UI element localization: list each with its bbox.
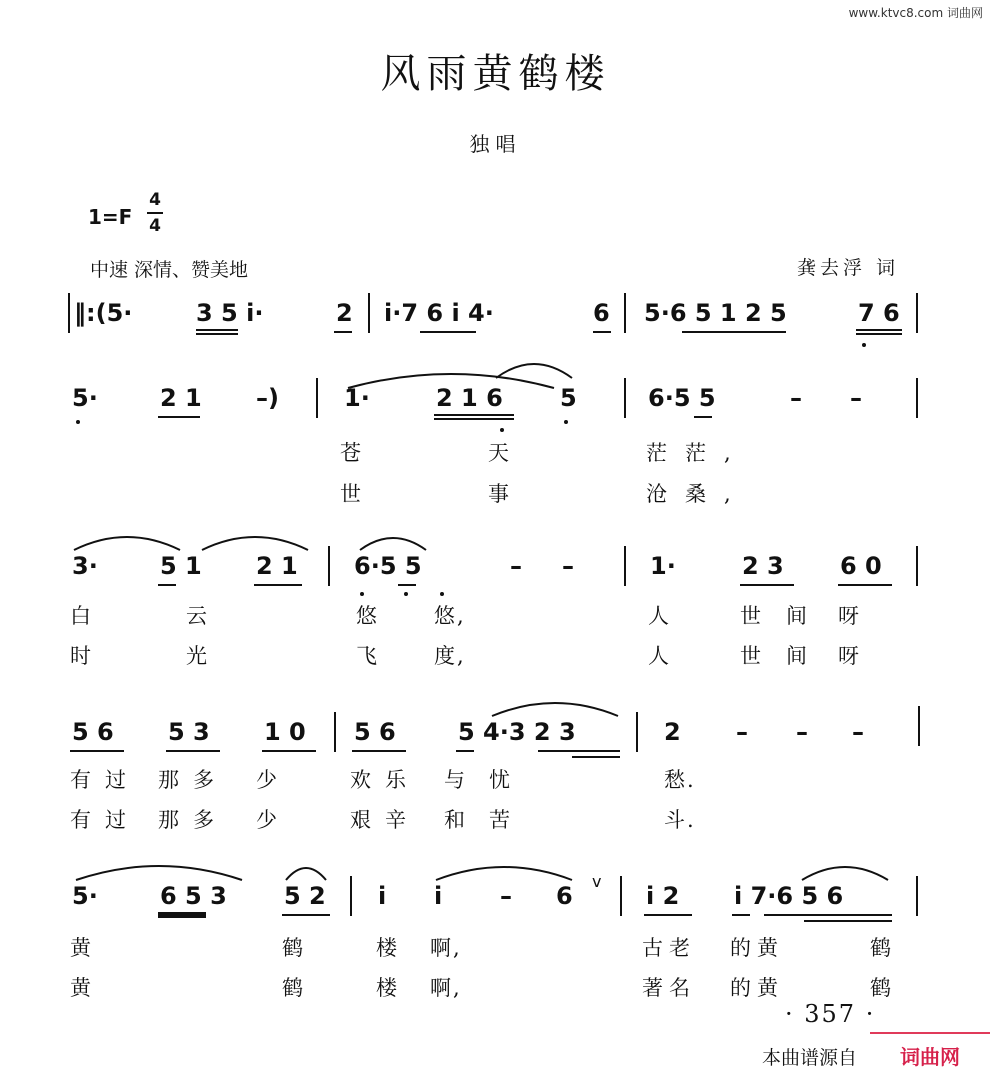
source-url: www.ktvc8.com 词曲网 [848, 6, 983, 20]
lyric-word: 黄 [70, 936, 93, 960]
note-group: 5· [72, 384, 98, 412]
lyric-word: 呀 [838, 604, 861, 628]
underline [694, 416, 712, 418]
note-group: – [790, 384, 802, 412]
lyric-word: 悠, [434, 604, 466, 628]
lyric-word: 光 [186, 644, 209, 668]
lyric-word: 鹤 [282, 976, 305, 1000]
underline-double [434, 414, 514, 420]
barline [68, 293, 70, 333]
staff-row-2 [0, 378, 991, 438]
lyric-word: 度, [434, 644, 466, 668]
lyric-word: 古老 [642, 936, 696, 960]
lyric-word: 呀 [838, 644, 861, 668]
underline [166, 750, 220, 752]
barline [916, 378, 918, 418]
lyric-word: 有过 [70, 808, 140, 832]
note-group: i 2 [646, 882, 680, 910]
note-group: 2 3 [742, 552, 784, 580]
underline [398, 584, 416, 586]
lyric-word: 啊, [430, 976, 462, 1000]
time-signature-top: 4 [149, 190, 161, 210]
underline-double [196, 329, 238, 335]
barline [368, 293, 370, 333]
underline [158, 584, 176, 586]
underline [572, 756, 620, 758]
underline [644, 914, 692, 916]
low-octave-dot [500, 428, 504, 432]
lyric-word: 飞 [356, 644, 379, 668]
lyric-word: 悠 [356, 604, 379, 628]
note-group: – [500, 882, 512, 910]
lyric-word: 那多 [158, 808, 228, 832]
note-group: i [434, 882, 443, 910]
note-group: 5 2 [284, 882, 326, 910]
lyric-word: 苍 [340, 441, 363, 465]
note-group: 6·5 5 [354, 552, 422, 580]
time-signature-line [147, 212, 163, 214]
lyric-word: 那多 [158, 768, 228, 792]
note-group: 5 [560, 384, 577, 412]
slur [358, 532, 428, 552]
lyric-word: 黄 [70, 976, 93, 1000]
lyric-word: 鹤 [282, 936, 305, 960]
staff-row-3 [0, 546, 991, 606]
barline [620, 876, 622, 916]
lyric-word: 欢乐 [350, 768, 420, 792]
slur [72, 530, 182, 552]
time-signature [147, 190, 163, 236]
key-signature: 1=F [88, 205, 133, 229]
lyric-word: 时 [70, 644, 93, 668]
lyric-word: 少 [256, 768, 279, 792]
note-group: 5 6 [72, 718, 114, 746]
barline [916, 876, 918, 916]
note-group: 2 1 [256, 552, 298, 580]
note-group: – [562, 552, 574, 580]
note-group: 5 3 [168, 718, 210, 746]
lyric-word: 和苦 [444, 808, 534, 832]
underline [456, 750, 474, 752]
time-signature-bottom: 4 [149, 216, 161, 236]
low-octave-dot [862, 343, 866, 347]
lyric-word: 楼 [376, 976, 399, 1000]
lyric-word: 云 [186, 604, 209, 628]
underline [262, 750, 316, 752]
barline [316, 378, 318, 418]
lyricist-credit: 龚去浮 词 [797, 257, 900, 279]
lyric-word: 鹤 [870, 976, 893, 1000]
underline [593, 331, 611, 333]
barline [916, 293, 918, 333]
lyric-word: 人 [648, 604, 671, 628]
lyric-word: 世 [740, 644, 763, 668]
note-group: 5 6 [354, 718, 396, 746]
low-octave-dot [564, 420, 568, 424]
lyric-word: 与忧 [444, 768, 534, 792]
lyric-word: 鹤 [870, 936, 893, 960]
low-octave-dot [404, 592, 408, 596]
slur [74, 858, 244, 882]
underline [254, 584, 302, 586]
note-group: 7 6 [858, 299, 900, 327]
lyric-word: 的黄 [730, 936, 784, 960]
watermark-brand-link[interactable]: 词曲网 [900, 1045, 960, 1069]
barline [624, 293, 626, 333]
lyric-word: 茫茫, [646, 441, 749, 465]
note-group: 2 [664, 718, 681, 746]
note-group: – [736, 718, 748, 746]
underline [732, 914, 750, 916]
note-group: 2 1 6 [436, 384, 503, 412]
slur [434, 860, 574, 882]
underline [538, 750, 620, 752]
barline [328, 546, 330, 586]
slur [490, 696, 620, 718]
underline [158, 416, 200, 418]
note-group: 3· [72, 552, 98, 580]
underline [282, 914, 330, 916]
page-number: · 357 · [785, 1000, 876, 1028]
lyric-word: 啊, [430, 936, 462, 960]
note-group: 1· [650, 552, 676, 580]
note-group: – [850, 384, 862, 412]
underline [334, 331, 352, 333]
low-octave-dot [360, 592, 364, 596]
lyric-word: 白 [70, 604, 93, 628]
barline [350, 876, 352, 916]
lyric-word: 著名 [642, 976, 696, 1000]
barline [334, 712, 336, 752]
note-group: 6 [556, 882, 573, 910]
note-group: 6 5 3 [160, 882, 227, 910]
slur [200, 530, 310, 552]
note-group: 5· [72, 882, 98, 910]
note-group: i [378, 882, 387, 910]
lyric-word: 少 [256, 808, 279, 832]
lyric-word: 间 [786, 644, 809, 668]
underline [682, 331, 786, 333]
staff-row-5 [0, 872, 991, 936]
underline [804, 920, 892, 922]
barline [624, 378, 626, 418]
note-group: 2 1 [160, 384, 202, 412]
note-group: 5·6 5 1 2 5 [644, 299, 787, 327]
slur [494, 358, 574, 380]
underline-double [856, 329, 902, 335]
lyric-word: 楼 [376, 936, 399, 960]
lyric-word: 艰辛 [350, 808, 420, 832]
low-octave-dot [76, 420, 80, 424]
lyric-word: 人 [648, 644, 671, 668]
barline [624, 546, 626, 586]
note-group: 1 0 [264, 718, 306, 746]
lyric-word: 的黄 [730, 976, 784, 1000]
barline [916, 546, 918, 586]
breath-mark: v [592, 872, 602, 891]
note-group: i·7 6 i 4· [384, 299, 494, 327]
low-octave-dot [440, 592, 444, 596]
tempo-marking: 中速 深情、赞美地 [90, 259, 249, 281]
watermark-source-text: 本曲谱源自 [762, 1047, 858, 1069]
underline [838, 584, 892, 586]
song-subtitle: 独唱 [469, 132, 522, 156]
lyric-word: 斗. [664, 808, 696, 832]
barline [636, 712, 638, 752]
lyric-word: 愁. [664, 768, 696, 792]
note-group: – [852, 718, 864, 746]
staff-row-1 [0, 293, 991, 353]
slur [800, 860, 890, 882]
note-group: 2 [336, 299, 353, 327]
lyric-word: 世 [340, 482, 363, 506]
watermark-divider [870, 1032, 990, 1034]
note-group: – [796, 718, 808, 746]
underline [70, 750, 124, 752]
note-group: 1· [344, 384, 370, 412]
lyric-word: 天 [488, 441, 511, 465]
lyric-word: 有过 [70, 768, 140, 792]
note-group: 6·5 5 [648, 384, 716, 412]
underline [352, 750, 406, 752]
lyric-word: 间 [786, 604, 809, 628]
lyric-word: 事 [488, 482, 511, 506]
barline [918, 706, 920, 746]
note-group: ‖:(5· [74, 299, 133, 327]
note-group: 6 [593, 299, 610, 327]
underline [420, 331, 476, 333]
underline [764, 914, 892, 916]
underline [740, 584, 794, 586]
note-group: 3 5 i· [196, 299, 264, 327]
note-group: 5 4·3 2 3 [458, 718, 576, 746]
note-group: 6 0 [840, 552, 882, 580]
lyric-word: 世 [740, 604, 763, 628]
lyric-word: 沧桑, [646, 482, 749, 506]
staff-row-4 [0, 712, 991, 772]
slur [284, 862, 328, 882]
underline [158, 914, 206, 916]
note-group: – [510, 552, 522, 580]
note-group: 5 1 [160, 552, 202, 580]
note-group: i 7·6 5 6 [734, 882, 844, 910]
song-title: 风雨黄鹤楼 [380, 51, 611, 97]
note-group: –) [256, 384, 279, 412]
